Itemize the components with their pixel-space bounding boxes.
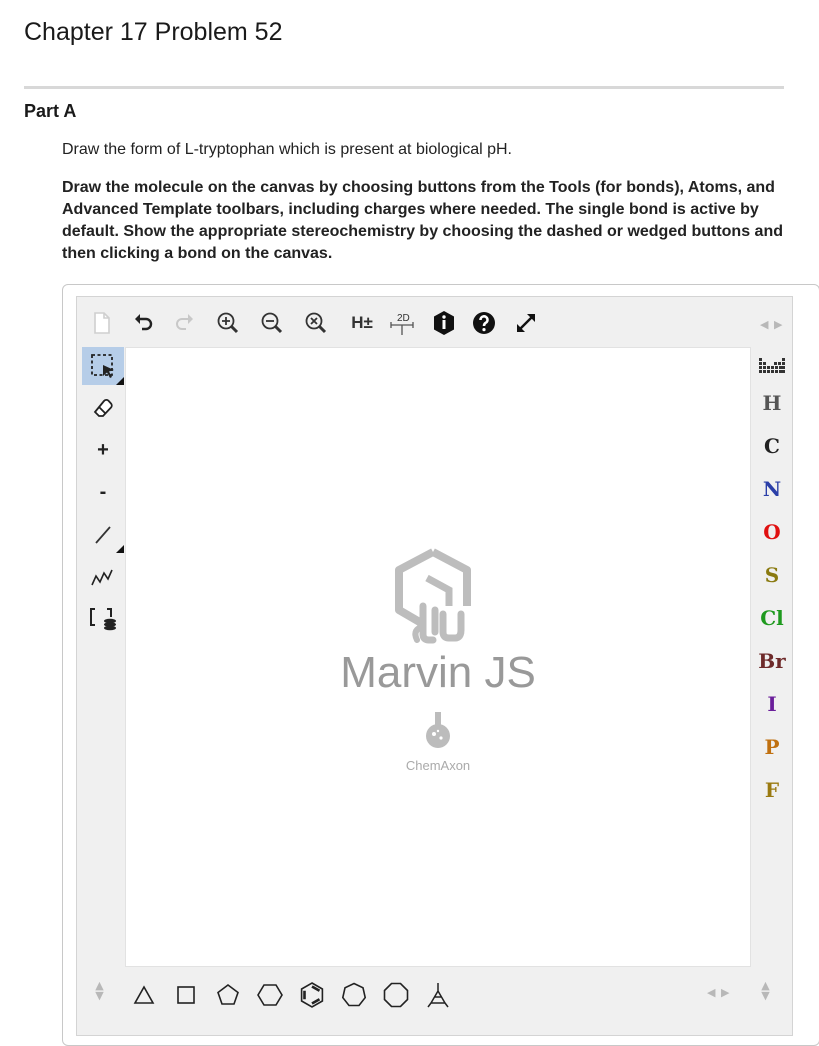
template-cyclopropane[interactable] [127, 975, 161, 1015]
atom-button-f[interactable]: F [764, 778, 780, 802]
drawing-canvas[interactable] [125, 347, 751, 967]
chain-tool-button[interactable] [82, 557, 124, 595]
help-button[interactable] [469, 309, 499, 337]
zoom-in-button[interactable] [213, 309, 243, 337]
charge-plus-label: + [97, 438, 109, 461]
benzene-icon [299, 982, 325, 1008]
template-scroll-left[interactable]: ▲ ▼ [95, 979, 105, 1002]
atoms-toolbar [751, 347, 793, 967]
help-icon [471, 310, 497, 336]
single-bond-icon [91, 522, 115, 546]
eraser-icon [91, 396, 115, 420]
marvin-logo [126, 548, 750, 653]
hexagon-icon [257, 983, 283, 1007]
zoom-reset-icon [303, 310, 329, 336]
new-document-button[interactable] [87, 309, 117, 337]
hydrogens-label: H± [351, 313, 373, 332]
undo-icon [132, 311, 156, 335]
template-cyclobutane[interactable] [169, 975, 203, 1015]
left-toolbar [77, 347, 125, 967]
clean-2d-label: 2D [397, 313, 410, 324]
square-icon [175, 984, 197, 1006]
template-cyclopentane[interactable] [211, 975, 245, 1015]
octagon-icon [383, 982, 409, 1008]
atom-button-h[interactable]: H [762, 391, 782, 415]
pentagon-icon [216, 983, 240, 1007]
triangle-icon [133, 984, 155, 1006]
top-toolbar [77, 297, 792, 347]
part-label: Part A [24, 101, 77, 121]
atoms-scroll-arrows[interactable]: ▲ ▼ [761, 979, 771, 1002]
redo-button[interactable] [169, 309, 199, 337]
clean-2d-icon [388, 309, 416, 337]
atom-button-o[interactable]: O [763, 520, 781, 544]
redo-icon [172, 311, 196, 335]
zoom-in-icon [215, 310, 241, 336]
charge-minus-button[interactable] [82, 473, 124, 511]
periodic-table-icon [758, 355, 786, 375]
hydrogens-button[interactable] [343, 309, 381, 337]
submenu-indicator [116, 377, 124, 385]
atom-button-s[interactable]: S [764, 563, 780, 587]
bracket-tool-button[interactable] [82, 599, 124, 637]
template-benzene[interactable] [295, 975, 329, 1015]
template-custom[interactable] [421, 975, 455, 1015]
atom-button-c[interactable]: C [764, 434, 780, 458]
zoom-out-button[interactable] [257, 309, 287, 337]
template-scroll-arrows[interactable]: ◀ ▶ [707, 986, 731, 999]
document-icon [91, 311, 113, 335]
single-bond-button[interactable] [82, 515, 124, 553]
atom-button-n[interactable]: N [762, 477, 782, 501]
fullscreen-icon [514, 311, 538, 335]
atom-button-br[interactable]: Br [758, 649, 786, 673]
undo-button[interactable] [129, 309, 159, 337]
info-button[interactable] [429, 309, 459, 337]
selection-icon [89, 352, 117, 380]
template-cyclohexane[interactable] [253, 975, 287, 1015]
periodic-table-button[interactable] [751, 347, 793, 383]
marvin-logo-icon [383, 548, 493, 648]
zoom-reset-button[interactable] [301, 309, 331, 337]
atom-button-i[interactable]: I [767, 692, 777, 716]
template-cyclooctane[interactable] [379, 975, 413, 1015]
zoom-out-icon [259, 310, 285, 336]
template-icon [425, 981, 451, 1009]
chemaxon-wordmark: ChemAxon [405, 758, 471, 773]
question-prompt: Draw the form of L-tryptophan which is present at biological pH. [62, 141, 512, 158]
top-scroll-arrows[interactable]: ◀ ▶ [760, 318, 784, 331]
erase-tool-button[interactable] [82, 389, 124, 427]
question-instructions: Draw the molecule on the canvas by choosing buttons from the Tools (for bonds), Atoms, and Advanced Template toolbars, including charges where needed. The single bond is active by default. Show the appropriate stereochemistry by choosing the dashed or wedged buttons and then clicking a bond on the canvas. [62, 179, 783, 262]
template-cycloheptane[interactable] [337, 975, 371, 1015]
marvin-js-wordmark: Marvin JS [340, 648, 536, 697]
charge-plus-button[interactable] [82, 431, 124, 469]
info-icon [432, 310, 456, 336]
flask-icon [424, 710, 452, 750]
chapter-title: Chapter 17 Problem 52 [24, 18, 283, 46]
fullscreen-button[interactable] [511, 309, 541, 337]
bracket-icon [88, 605, 118, 631]
chain-icon [89, 565, 117, 587]
divider [24, 86, 784, 89]
heptagon-icon [341, 982, 367, 1008]
submenu-indicator [116, 545, 124, 553]
clean-2d-button[interactable] [387, 309, 417, 337]
select-tool-button[interactable] [82, 347, 124, 385]
templates-toolbar [77, 967, 792, 1027]
charge-minus-label: - [99, 480, 107, 503]
atom-button-p[interactable]: P [764, 735, 780, 759]
marvin-editor [76, 296, 793, 1036]
atom-button-cl[interactable]: Cl [760, 606, 784, 630]
chemaxon-logo [424, 710, 452, 755]
